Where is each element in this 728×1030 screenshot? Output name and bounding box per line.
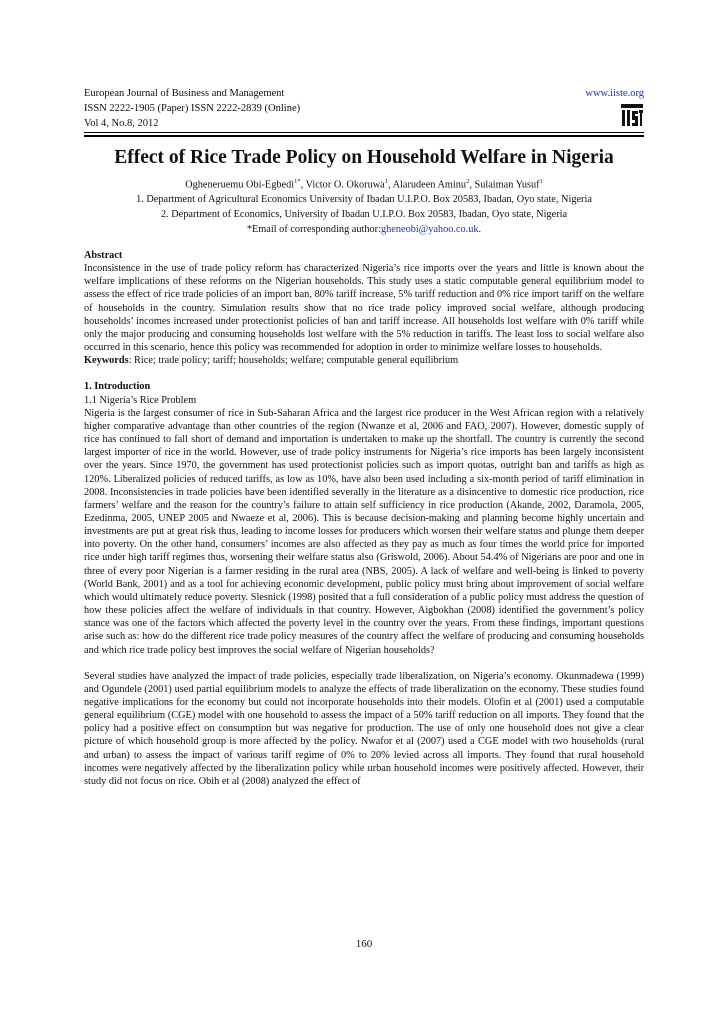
subsection-heading: 1.1 Nigeria’s Rice Problem — [84, 394, 197, 406]
author-name: Ogheneruemu Obi-Egbedi — [185, 179, 295, 191]
abstract-text: Inconsistence in the use of trade policy reform has characterized Nigeria’s rice imports over the years and little is known about the welfare implications of these reforms on the Nigerian households. This study uses a static computable general equilibrium model to assess the effect of rice trade policies of an import ban, 80% tariff increase, 5% tariff reduction and 0% rice import tariff on the welfare of households in the country. Simulation results show that no rice trade policy improved social welfare, although producing households’ incomes increased under protectionist policies of ban and tariff increase. All households lost welfare with 0% tariff while only the major producing and consuming households lost welfare with the 5% reduction in tariffs. The least loss to social welfare also occurred in this scenario, hence this policy was recommended for adoption in order to minimize welfare losses to households. — [84, 263, 644, 354]
abstract-heading: Abstract — [84, 250, 123, 261]
author-name: Victor O. Okoruwa — [305, 179, 385, 191]
section-heading: 1. Introduction — [84, 381, 151, 393]
author-affiliation-mark: 1 — [539, 178, 543, 185]
intro-paragraph-1: Nigeria is the largest consumer of rice in Sub-Saharan Africa and the largest rice producer in the West African region with a relatively higher comparative advantage than other countries of the region (Nwanze et al, 2006 and FAO, 2007). However, domestic supply of rice has continued to fall short of demand and importation is undertaken to make up the shortfall. The country is currently the second largest importer of rice in the world. However, use of trade policy instruments for Nigeria’s rice imports has been largely inconsistent over the years. Since 1970, the government has used protectionist policies such as import quotas, outright ban and tariffs as high as 120%. Liberalized policies of reduced tariffs, as low as 10%, have also been used including a six-month period of tariff elimination in 2008. Inconsistencies in trade policies have been identified severally in the literature as a disincentive to domestic rice production, rice farmers’ welfare and the reason for the country’s failure to attain self sufficiency in rice production (Akande, 2002, Daramola, 2005, Ezedinma, 2005, UNEP 2005 and Nwaeze et al, 2006). This is because decision-making and planning become highly uncertain and investments are put at great risk thus, leading to income losses for producers which worsen their welfare status and plunge them deeper into poverty. On the other hand, consumers’ incomes are also affected as they pay as much as four times the world price for imported rice under high tariff regimes thus, worsening their welfare status also (Griswold, 2006). About 54.4% of Nigerians are poor and one in three of every poor Nigerian is a farmer residing in the rural area (NBS, 2005). A lack of welfare and well-being is linked to poverty (World Bank, 2001) and as a tool for achieving economic development, public policy must bring about improvement of social welfare which would ultimately reduce poverty. Slesnick (1998) posited that a full consideration of a public policy must address the question of how these policies affect the welfare of individuals in that country. However, Aigbokhan (2008) identified the government’s policy stance was one of the factors which affected the poverty level in the country over the years. From these findings, important questions arise such as: how do the different rice trade policy measures of the country affect the welfare of producing and consuming households and which rice trade policy best improves the social welfare of Nigerian households? — [84, 407, 644, 656]
journal-header — [84, 86, 644, 131]
journal-url-link[interactable]: www.iiste.org — [585, 88, 644, 99]
author-name: Sulaiman Yusuf — [474, 179, 540, 191]
email-link[interactable]: gheneobi@yahoo.co.uk — [380, 224, 479, 236]
author-affiliation-mark: 1 — [384, 178, 388, 185]
header-rule-thick — [84, 135, 644, 137]
email-suffix: . — [478, 224, 482, 236]
page-number: 160 — [355, 938, 373, 950]
keywords-line — [84, 354, 644, 367]
keywords-label: Keywords — [84, 355, 129, 367]
keywords-text: : Rice; trade policy; tariff; households; welfare; computable general equilibrium — [128, 355, 459, 367]
author-block — [84, 174, 644, 237]
affiliation-1: 1. Department of Agricultural Economics University of Ibadan U.I.P.O. Box 20583, Ibadan, Oyo state, Nigeria — [136, 194, 592, 206]
affiliation-2: 2. Department of Economics, University of Ibadan U.I.P.O. Box 20583, Ibadan, Oyo state, Nigeria — [160, 209, 568, 221]
iiste-logo — [620, 101, 644, 129]
journal-name: European Journal of Business and Management — [84, 88, 285, 99]
corresponding-email-line — [84, 222, 644, 237]
header-rule-thin — [84, 132, 644, 133]
author-list: Ogheneruemu Obi-Egbedi$^{1*}$, Victor O. Okoruwa$^1$, Alarudeen Aminu$^2$, Sulaiman Yusuf$^1$ — [185, 178, 543, 191]
paper-title: Effect of Rice Trade Policy on Household Welfare in Nigeria — [114, 147, 614, 168]
email-label: *Email of corresponding author: — [246, 224, 381, 236]
paper-body — [84, 249, 644, 788]
author-affiliation-mark: 1* — [294, 178, 301, 185]
journal-issn: ISSN 2222-1905 (Paper) ISSN 2222-2839 (Online) — [84, 103, 301, 114]
journal-volume: Vol 4, No.8, 2012 — [84, 118, 159, 129]
author-affiliation-mark: 2 — [466, 178, 470, 185]
intro-paragraph-2: Several studies have analyzed the impact of trade policies, especially trade liberalization, on Nigeria’s economy. Okunmadewa (1999) and Ogundele (2001) used partial equilibrium models to analyze the effects of trade liberalization on the economy. These studies found negative implications for the economy but could not incorporate households into their models. Olofin et al (2001) used a computable general equilibrium (CGE) model with one household to assess the impact of a 50% tariff reduction on all imports. They found that the policy had a positive effect on consumption but was negative for production. The use of only one household does not give a clear picture of which household group is more affected by the policy. Nwafor et al (2007) used a CGE model with two households (rural and urban) to assess the impact of various tariff regime of 0% to 20% levied across all imports. They found that rural household incomes were negatively affected by the liberalization policy while urban household incomes were positively affected. However, their study did not focus on rice. Obih et al (2008) analyzed the effect of — [84, 670, 644, 787]
author-name: Alarudeen Aminu — [392, 179, 467, 191]
